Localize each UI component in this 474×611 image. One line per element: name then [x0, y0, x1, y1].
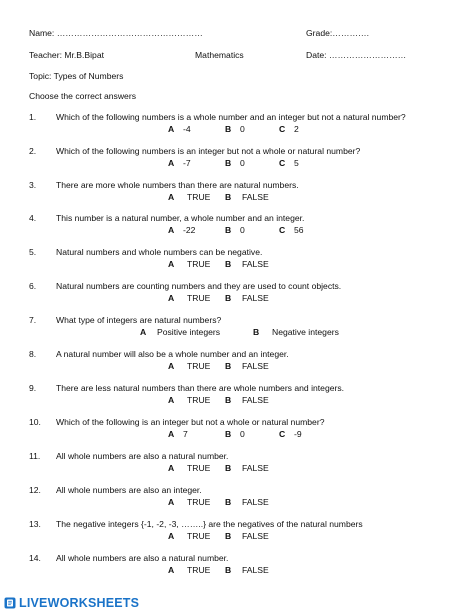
question-text: This number is a natural number, a whole number and an integer.: [56, 213, 305, 223]
option-letter: A: [168, 497, 175, 507]
answer-option[interactable]: TRUE: [187, 463, 211, 473]
option-letter: A: [168, 192, 175, 202]
option-letter: A: [168, 124, 175, 134]
answer-option[interactable]: Negative integers: [272, 327, 339, 337]
option-letter: B: [225, 361, 232, 371]
option-letter: B: [225, 395, 232, 405]
teacher-label: Teacher: Mr.B.Bipat: [29, 50, 104, 60]
option-letter: A: [168, 293, 175, 303]
option-letter: B: [225, 565, 232, 575]
option-letter: B: [225, 124, 232, 134]
question-number: 9.: [29, 383, 37, 393]
option-letter: B: [225, 429, 232, 439]
option-letter: B: [253, 327, 260, 337]
question-text: Natural numbers and whole numbers can be negative.: [56, 247, 263, 257]
question-text: Natural numbers are counting numbers and they are used to count objects.: [56, 281, 342, 291]
question-number: 5.: [29, 247, 37, 257]
answer-option[interactable]: FALSE: [242, 565, 269, 575]
answer-option[interactable]: 0: [240, 225, 245, 235]
answer-option[interactable]: 5: [294, 158, 299, 168]
answer-option[interactable]: -4: [183, 124, 191, 134]
answer-option[interactable]: FALSE: [242, 463, 269, 473]
option-letter: C: [279, 225, 286, 235]
answer-option[interactable]: 7: [183, 429, 188, 439]
answer-option[interactable]: TRUE: [187, 293, 211, 303]
answer-option[interactable]: TRUE: [187, 565, 211, 575]
grade-field-label: Grade:………….: [306, 28, 370, 38]
option-letter: C: [279, 158, 286, 168]
liveworksheets-logo-icon: [4, 597, 16, 609]
question-text: All whole numbers are also a natural number.: [56, 451, 229, 461]
answer-option[interactable]: FALSE: [242, 395, 269, 405]
option-letter: B: [225, 497, 232, 507]
option-letter: A: [168, 531, 175, 541]
question-number: 1.: [29, 112, 37, 122]
answer-option[interactable]: TRUE: [187, 259, 211, 269]
option-letter: C: [279, 429, 286, 439]
answer-option[interactable]: Positive integers: [157, 327, 221, 337]
option-letter: A: [168, 395, 175, 405]
option-letter: A: [140, 327, 147, 337]
question-text: There are more whole numbers than there are natural numbers.: [56, 180, 299, 190]
option-letter: A: [168, 429, 175, 439]
question-number: 6.: [29, 281, 37, 291]
answer-option[interactable]: FALSE: [242, 497, 269, 507]
answer-option[interactable]: -9: [294, 429, 302, 439]
answer-option[interactable]: FALSE: [242, 531, 269, 541]
question-number: 2.: [29, 146, 37, 156]
option-letter: B: [225, 293, 232, 303]
question-number: 12.: [29, 485, 41, 495]
answer-option[interactable]: TRUE: [187, 531, 211, 541]
option-letter: A: [168, 158, 175, 168]
answer-option[interactable]: FALSE: [242, 259, 269, 269]
option-letter: A: [168, 361, 175, 371]
option-letter: B: [225, 158, 232, 168]
option-letter: B: [225, 192, 232, 202]
answer-option[interactable]: 0: [240, 158, 245, 168]
answer-option[interactable]: FALSE: [242, 293, 269, 303]
question-text: All whole numbers are also a natural number.: [56, 553, 229, 563]
answer-option[interactable]: FALSE: [242, 192, 269, 202]
answer-option[interactable]: 56: [294, 225, 304, 235]
question-text: Which of the following numbers is an integer but not a whole or natural number?: [56, 146, 361, 156]
answer-option[interactable]: -7: [183, 158, 191, 168]
question-text: Which of the following is an integer but not a whole or natural number?: [56, 417, 325, 427]
question-number: 4.: [29, 213, 37, 223]
option-letter: A: [168, 225, 175, 235]
answer-option[interactable]: 2: [294, 124, 299, 134]
option-letter: B: [225, 225, 232, 235]
topic-label: Topic: Types of Numbers: [29, 71, 124, 81]
answer-option[interactable]: TRUE: [187, 395, 211, 405]
option-letter: B: [225, 259, 232, 269]
question-text: What type of integers are natural numbers?: [56, 315, 222, 325]
answer-option[interactable]: TRUE: [187, 192, 211, 202]
option-letter: C: [279, 124, 286, 134]
question-number: 7.: [29, 315, 37, 325]
question-number: 13.: [29, 519, 41, 529]
option-letter: B: [225, 531, 232, 541]
answer-option[interactable]: -22: [183, 225, 196, 235]
option-letter: B: [225, 463, 232, 473]
option-letter: A: [168, 259, 175, 269]
answer-option[interactable]: TRUE: [187, 361, 211, 371]
question-text: There are less natural numbers than there are whole numbers and integers.: [56, 383, 345, 393]
date-field-label: Date: ………………………: [306, 50, 407, 60]
instructions-label: Choose the correct answers: [29, 91, 136, 101]
question-text: A natural number will also be a whole number and an integer.: [56, 349, 289, 359]
name-field-label: Name: ……………………………………………: [29, 28, 203, 38]
liveworksheets-logo: [4, 596, 139, 609]
question-text: All whole numbers are also an integer.: [56, 485, 202, 495]
option-letter: A: [168, 463, 175, 473]
question-number: 14.: [29, 553, 41, 563]
option-letter: A: [168, 565, 175, 575]
answer-option[interactable]: 0: [240, 124, 245, 134]
answer-option[interactable]: FALSE: [242, 361, 269, 371]
subject-label: Mathematics: [195, 50, 244, 60]
question-number: 11.: [29, 451, 41, 461]
question-number: 8.: [29, 349, 37, 359]
question-number: 10.: [29, 417, 41, 427]
question-text: The negative integers {-1, -2, -3, ……..} are the negatives of the natural numbers: [56, 519, 363, 529]
liveworksheets-brand-text: LIVEWORKSHEETS: [19, 595, 140, 610]
answer-option[interactable]: 0: [240, 429, 245, 439]
answer-option[interactable]: TRUE: [187, 497, 211, 507]
question-number: 3.: [29, 180, 37, 190]
question-text: Which of the following numbers is a whole number and an integer but not a natural number?: [56, 112, 406, 122]
